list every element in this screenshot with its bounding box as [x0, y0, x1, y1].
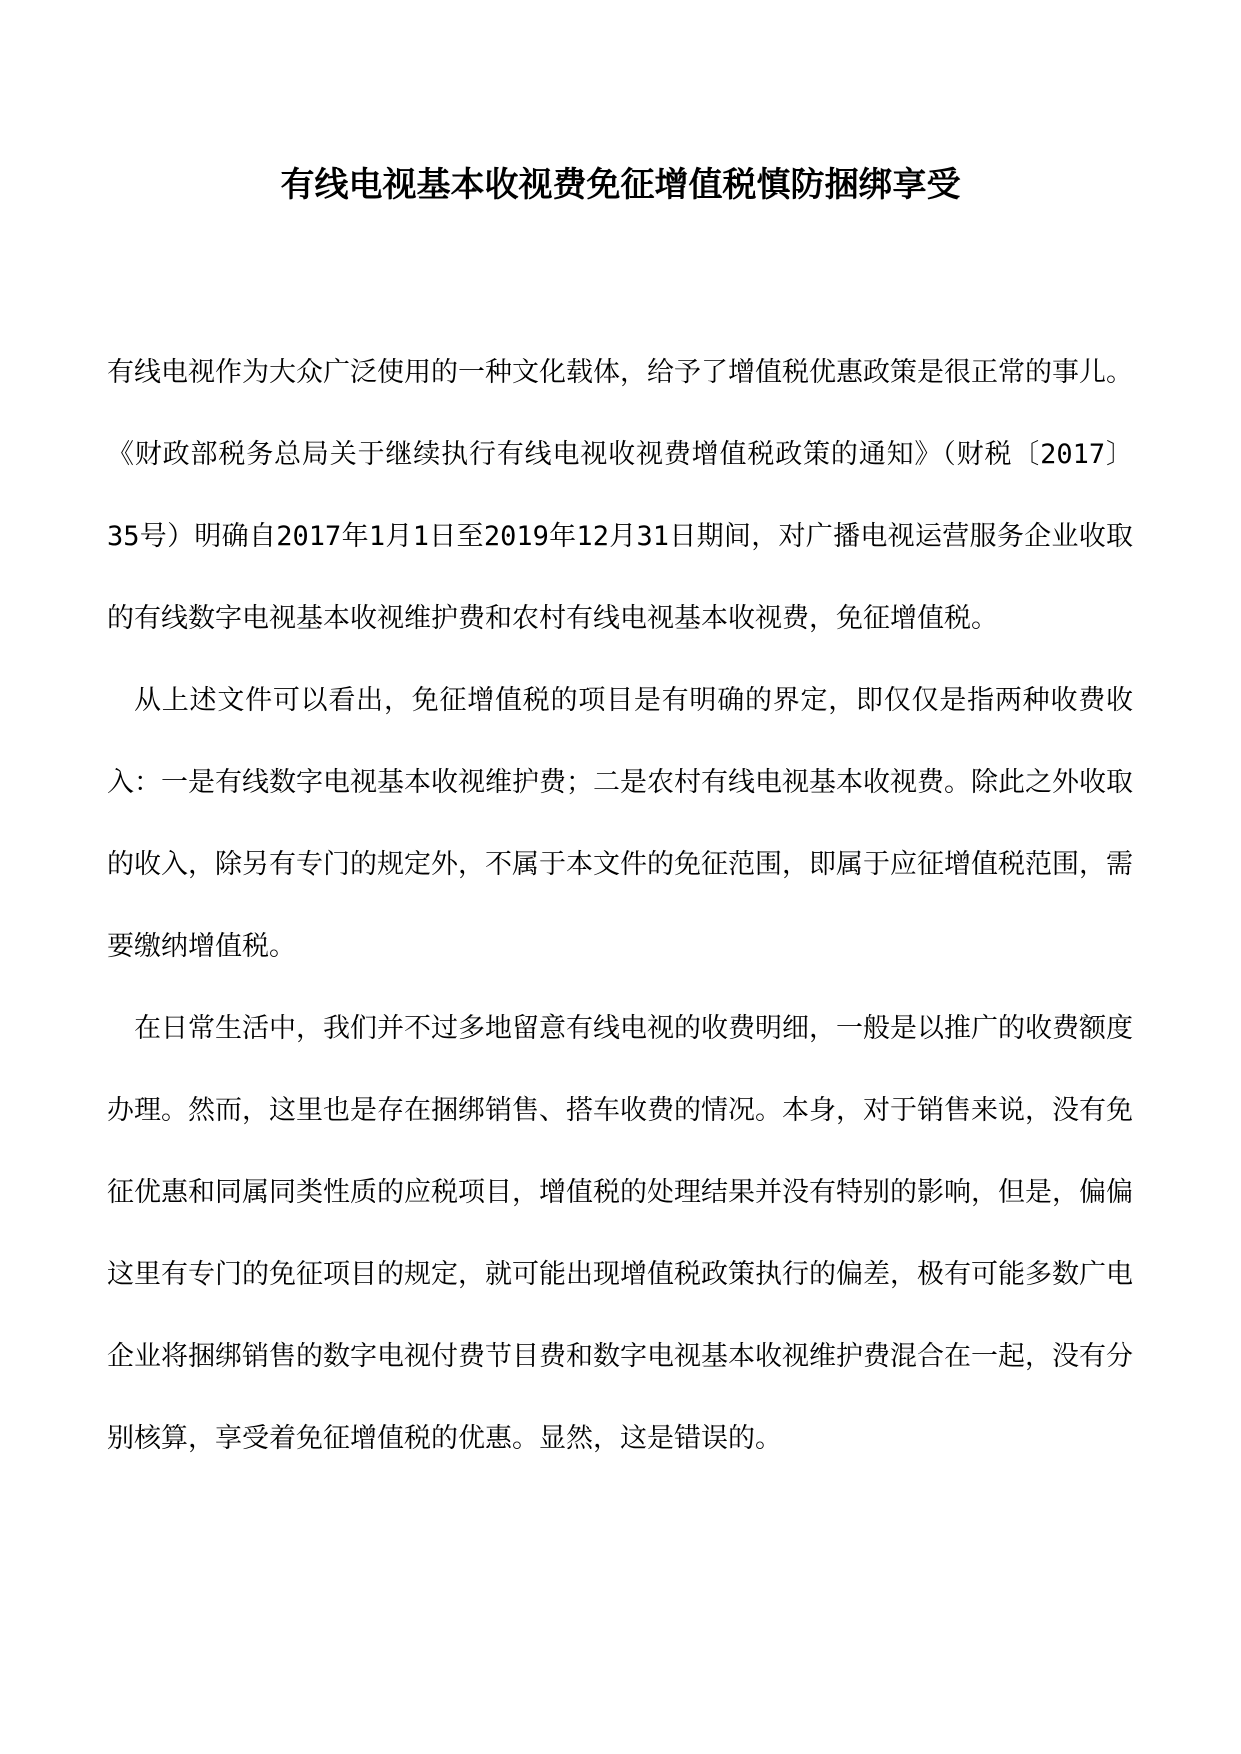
document-body	[107, 332, 1133, 1480]
paragraph-bundled-sales: 在日常生活中，我们并不过多地留意有线电视的收费明细，一般是以推广的收费额度办理。然而，这里也是存在捆绑销售、搭车收费的情况。本身，对于销售来说，没有免征优惠和同属同类性质的应税项目，增值税的处理结果并没有特别的影响，但是，偏偏这里有专门的免征项目的规定，就可能出现增值税政策执行的偏差，极有可能多数广电企业将捆绑销售的数字电视付费节目费和数字电视基本收视维护费混合在一起，没有分别核算，享受着免征增值税的优惠。显然，这是错误的。	[107, 1013, 1133, 1454]
document-title: 有线电视基本收视费免征增值税慎防捆绑享受	[280, 165, 961, 205]
paragraph-exemption-scope: 从上述文件可以看出，免征增值税的项目是有明确的界定，即仅仅是指两种收费收入：一是有线数字电视基本收视维护费；二是农村有线电视基本收视费。除此之外收取的收入，除另有专门的规定外，不属于本文件的免征范围，即属于应征增值税范围，需要缴纳增值税。	[107, 685, 1133, 962]
paragraph-policy-intro: 有线电视作为大众广泛使用的一种文化载体，给予了增值税优惠政策是很正常的事儿。《财政部税务总局关于继续执行有线电视收视费增值税政策的通知》（财税〔2017〕35号）明确自2017年1月1日至2019年12月31日期间，对广播电视运营服务企业收取的有线数字电视基本收视维护费和农村有线电视基本收视费，免征增值税。	[107, 357, 1133, 634]
